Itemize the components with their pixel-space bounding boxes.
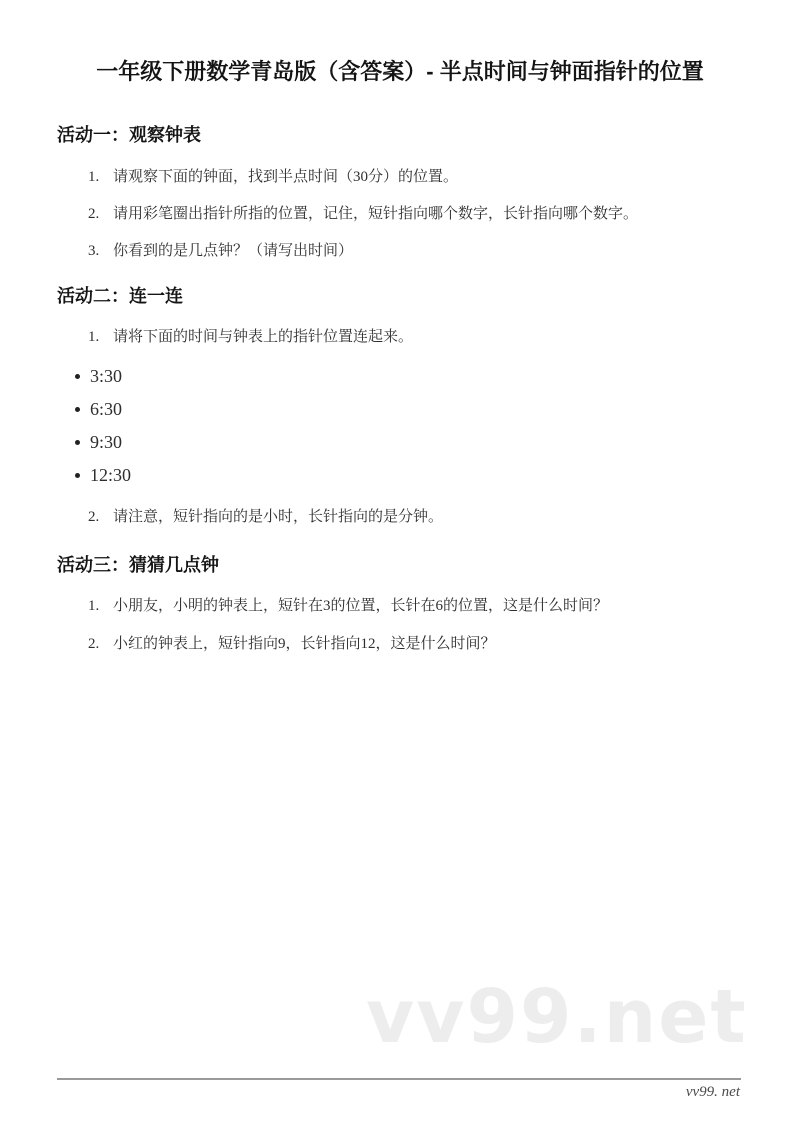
list-item-text: 请用彩笔圈出指针所指的位置，记住，短针指向哪个数字，长针指向哪个数字。 [113, 206, 639, 222]
list-item-text: 请注意，短针指向的是小时，长针指向的是分钟。 [113, 509, 444, 525]
list-item-text: 请将下面的时间与钟表上的指针位置连起来。 [113, 329, 414, 345]
footer-rule [57, 1078, 741, 1080]
list-item-text: 你看到的是几点钟？（请写出时间） [113, 243, 354, 259]
list-item [88, 241, 760, 262]
list-item-text: 请观察下面的钟面，找到半点时间（30分）的位置。 [113, 169, 459, 185]
bullet-time-text: 6:30 [90, 399, 123, 419]
list-item [88, 596, 760, 617]
page-title: 一年级下册数学青岛版（含答案）- 半点时间与钟面指针的位置 [96, 59, 704, 84]
bullet-dot-icon [75, 374, 80, 379]
bullet-time-text: 9:30 [90, 432, 123, 452]
bullet-item-time [75, 465, 760, 486]
bullet-item-time [75, 366, 760, 387]
bullet-dot-icon [75, 473, 80, 478]
list-marker: 2. [88, 206, 100, 222]
list-item [88, 167, 760, 188]
bullet-item-time [75, 399, 760, 420]
list-item [88, 204, 760, 225]
section-heading-activity-1: 活动一：观察钟表 [57, 125, 201, 145]
bullet-dot-icon [75, 440, 80, 445]
footer-site-label: vv99. net [685, 1084, 740, 1100]
bullet-item-time [75, 432, 760, 453]
list-item-text: 小红的钟表上，短针指向9，长针指向12，这是什么时间？ [113, 636, 496, 652]
list-marker: 1. [88, 598, 100, 614]
list-item [88, 327, 760, 348]
bullet-time-text: 12:30 [90, 465, 132, 485]
list-marker: 1. [88, 329, 100, 345]
bullet-time-text: 3:30 [90, 366, 123, 386]
section-heading-activity-2: 活动二：连一连 [57, 286, 183, 306]
list-marker: 3. [88, 243, 100, 259]
list-marker: 1. [88, 169, 100, 185]
list-marker: 2. [88, 636, 100, 652]
list-item [88, 634, 760, 655]
list-marker: 2. [88, 509, 100, 525]
bullet-dot-icon [75, 407, 80, 412]
watermark: vv99.net [366, 974, 748, 1060]
list-item-text: 小朋友，小明的钟表上，短针在3的位置，长针在6的位置，这是什么时间？ [113, 598, 609, 614]
list-item [88, 507, 760, 528]
section-heading-activity-3: 活动三：猜猜几点钟 [57, 555, 219, 575]
